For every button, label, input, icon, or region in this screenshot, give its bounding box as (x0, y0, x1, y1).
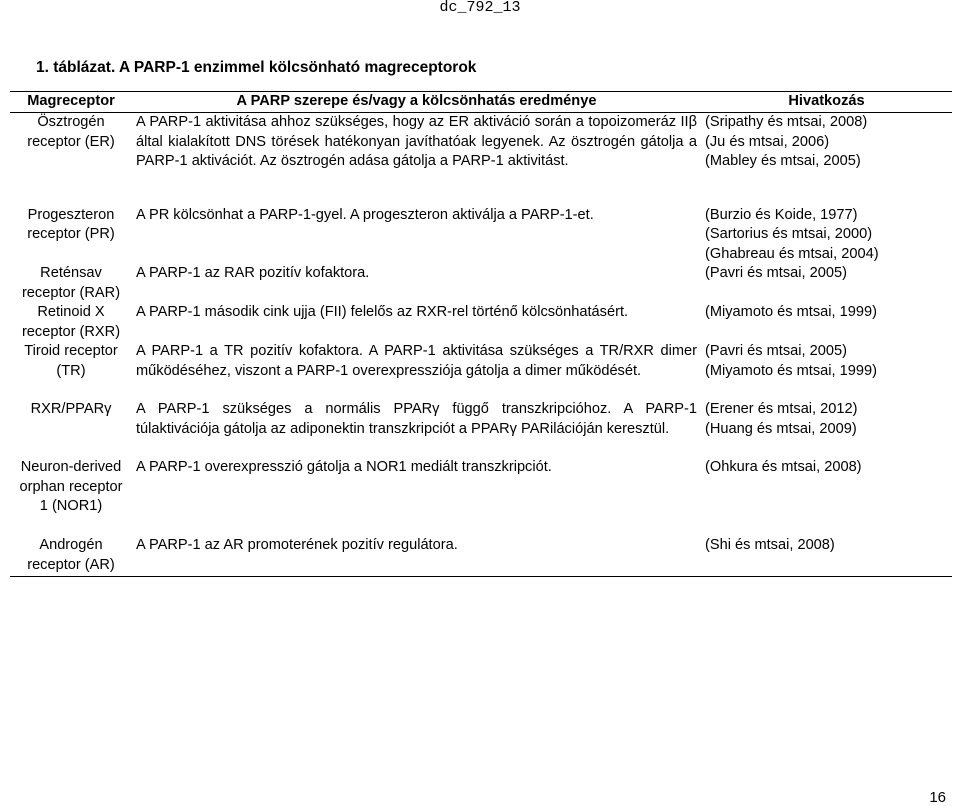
reference-item: (Ju és mtsai, 2006) (705, 133, 830, 150)
reference-cell (701, 206, 952, 265)
reference-cell (701, 303, 952, 342)
reference-item: (Miyamoto és mtsai, 1999) (705, 304, 877, 320)
effect-cell: A PARP-1 a TR pozitív kofaktora. A PARP-1 aktivitása szükséges a TR/RXR dimer működéséhez, viszont a PARP-1 overexpressziója gátolja a dimer működését. (136, 343, 697, 379)
reference-item: (Miyamoto és mtsai, 1999) (705, 362, 877, 379)
effect-cell: A PR kölcsönhat a PARP-1-gyel. A progeszteron aktiválja a PARP-1-et. (136, 206, 594, 223)
header-receptor: Magreceptor (10, 92, 132, 113)
reference-item: (Mabley és mtsai, 2005) (705, 153, 861, 169)
effect-cell: A PARP-1 az AR promoterének pozitív regulátora. (132, 536, 701, 576)
reference-item: (Pavri és mtsai, 2005) (705, 265, 847, 281)
table-row (10, 342, 952, 400)
document-code: dc_792_13 (439, 0, 521, 16)
table-header-row (10, 92, 952, 113)
receptor-cell: Retinoid X receptor (RXR) (21, 304, 121, 340)
reference-item: (Ghabreau és mtsai, 2004) (705, 245, 879, 262)
effect-cell: A PARP-1 az RAR pozitív kofaktora. (136, 265, 370, 281)
receptor-cell: RXR/PPARγ (30, 401, 112, 417)
table-row (10, 206, 952, 265)
header-reference: Hivatkozás (701, 92, 952, 113)
table-row (10, 458, 952, 536)
reference-item: (Sartorius és mtsai, 2000) (705, 226, 873, 242)
reference-item: (Pavri és mtsai, 2005) (705, 343, 847, 359)
reference-item: (Burzio és Koide, 1977) (705, 206, 858, 223)
page-number: 16 (929, 789, 946, 806)
header-effect: A PARP szerepe és/vagy a kölcsönhatás eredménye (132, 92, 701, 113)
table-row (10, 113, 952, 206)
receptor-cell: Neuron-derived orphan receptor 1 (NOR1) (19, 459, 123, 514)
parp-receptor-table (10, 91, 952, 577)
table-row (10, 303, 952, 342)
reference-cell (701, 536, 952, 576)
receptor-cell: Androgén receptor (AR) (10, 536, 132, 576)
table-row (10, 400, 952, 458)
reference-item: (Ohkura és mtsai, 2008) (705, 459, 862, 475)
reference-item: (Sripathy és mtsai, 2008) (705, 114, 868, 130)
effect-cell: A PARP-1 aktivitása ahhoz szükséges, hogy az ER aktiváció során a topoizomeráz IIβ által kialakított DNS törések hatékonyan javíthatóak legyenek. Az ösztrogén gátolja a PARP-1 aktivációt. Az ösztrogén adása gátolja a PARP-1 aktivitást. (136, 114, 697, 169)
receptor-cell: Tiroid receptor (TR) (24, 343, 118, 379)
reference-cell (701, 458, 952, 536)
effect-cell: A PARP-1 második cink ujja (FII) felelős az RXR-rel történő kölcsönhatásért. (136, 304, 629, 320)
receptor-cell: Reténsav receptor (RAR) (21, 265, 121, 301)
effect-cell: A PARP-1 overexpresszió gátolja a NOR1 mediált transzkripciót. (136, 459, 552, 475)
reference-item: (Shi és mtsai, 2008) (705, 537, 835, 553)
receptor-cell: Progeszteron receptor (PR) (27, 206, 115, 242)
table-caption: 1. táblázat. A PARP-1 enzimmel kölcsönható magreceptorok (36, 59, 477, 76)
reference-cell (701, 113, 952, 206)
reference-cell (701, 264, 952, 303)
reference-cell (701, 400, 952, 458)
reference-cell (701, 342, 952, 400)
reference-item: (Erener és mtsai, 2012) (705, 401, 858, 417)
receptor-cell: Ösztrogén receptor (ER) (27, 114, 115, 150)
table-row (10, 264, 952, 303)
reference-item: (Huang és mtsai, 2009) (705, 420, 857, 437)
table-row (10, 536, 952, 576)
effect-cell: A PARP-1 szükséges a normális PPARγ függő transzkripcióhoz. A PARP-1 túlaktivációja gátolja az adiponektin transzkripciót a PPARγ PARilációján keresztül. (136, 401, 697, 437)
